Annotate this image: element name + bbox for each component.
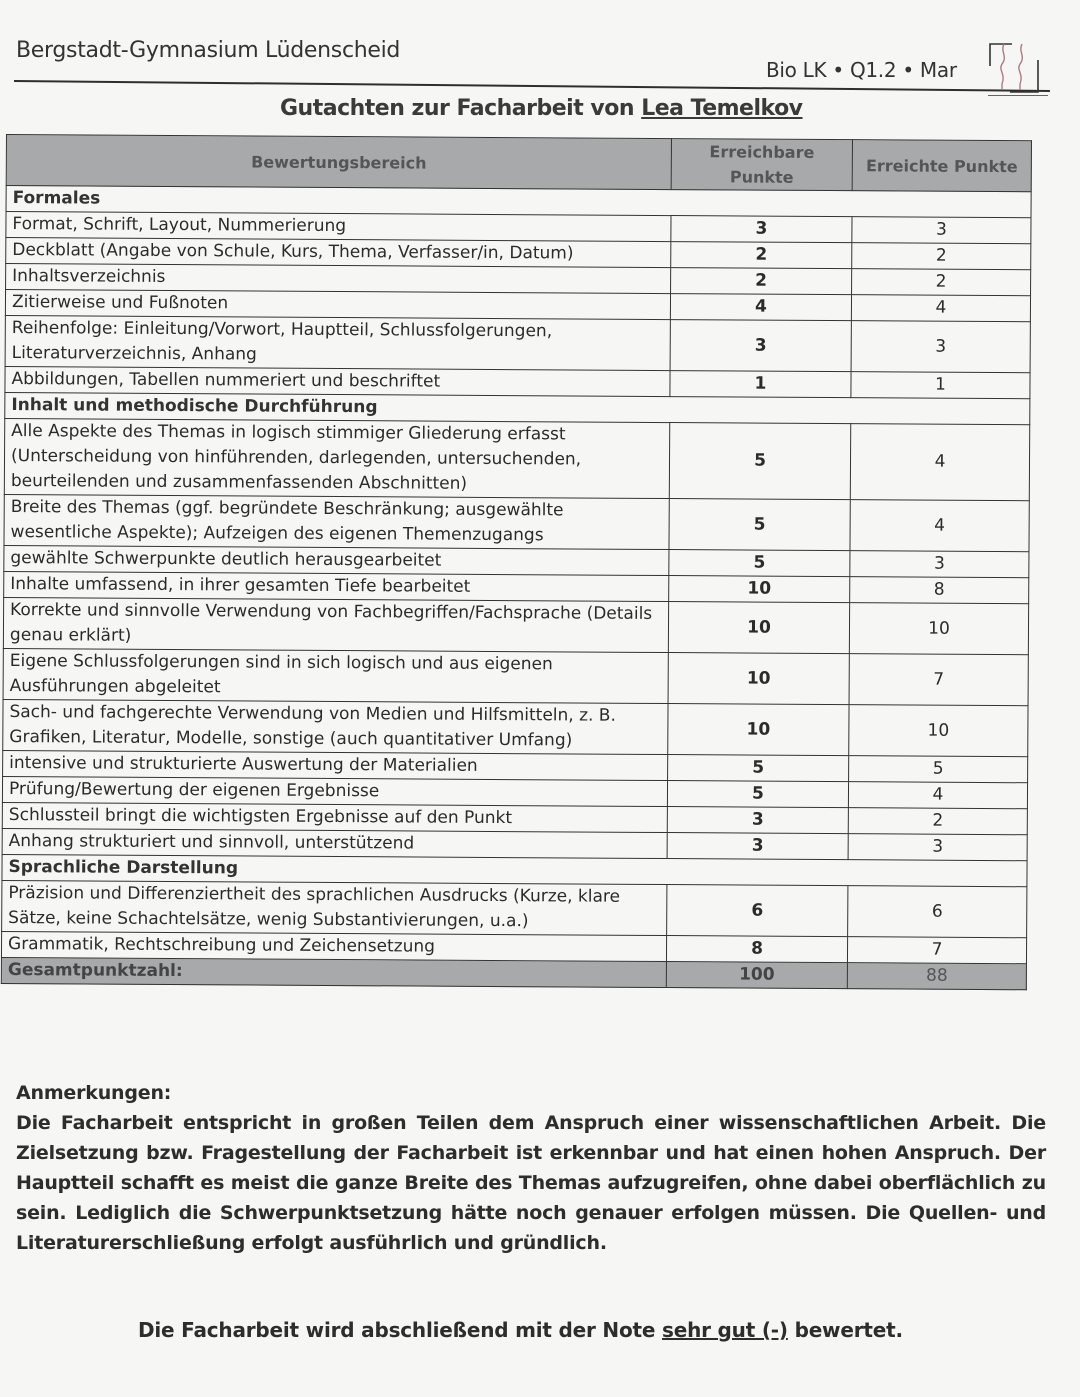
criterion: Format, Schrift, Layout, Nummerierung [6, 212, 671, 242]
max-points: 5 [669, 499, 850, 551]
achieved-points: 3 [851, 321, 1030, 373]
verdict-suffix: bewertet. [794, 1318, 903, 1342]
max-points: 1 [670, 371, 851, 398]
achieved-points: 8 [850, 577, 1029, 604]
criterion: Grammatik, Rechtschreibung und Zeichensetzung [1, 931, 666, 961]
criterion: Schlussteil bringt die wichtigsten Ergebnisse auf den Punkt [2, 802, 667, 832]
max-points: 3 [667, 833, 848, 860]
achieved-points: 6 [848, 886, 1027, 938]
criterion: Anhang strukturiert und sinnvoll, unterstützend [2, 828, 667, 858]
table-row [4, 494, 1029, 551]
total-achieved: 88 [847, 963, 1026, 990]
criterion: Breite des Themas (ggf. begründete Beschränkung; ausgewählte wesentliche Aspekte); Aufzeigen des eigenen Themenzugangs [4, 494, 669, 549]
max-points: 10 [668, 602, 849, 654]
achieved-points: 4 [850, 424, 1029, 501]
school-logo-icon [988, 40, 1048, 96]
course-info: Bio LK • Q1.2 • Mar [766, 58, 957, 82]
max-points: 5 [668, 755, 849, 782]
achieved-points: 2 [852, 269, 1031, 296]
max-points: 3 [670, 320, 851, 372]
achieved-points: 10 [849, 603, 1028, 655]
criterion: Deckblatt (Angabe von Schule, Kurs, Thema, Verfasser/in, Datum) [6, 238, 671, 268]
max-points: 10 [668, 704, 849, 756]
page-title [280, 96, 803, 121]
criterion: Prüfung/Bewertung der eigenen Ergebnisse [2, 776, 667, 806]
criterion: Sach- und fachgerechte Verwendung von Medien und Hilfsmitteln, z. B. Grafiken, Literatur, Modelle, sonstige (auch quantitativer Umfang) [3, 699, 668, 754]
achieved-points: 7 [849, 654, 1028, 706]
criterion: Inhaltsverzeichnis [6, 264, 671, 294]
max-points: 3 [667, 807, 848, 834]
header-criterion: Bewertungsbereich [6, 135, 671, 190]
total-max: 100 [666, 962, 847, 989]
section-sprache: Sprachliche Darstellung [2, 854, 1027, 886]
max-points: 4 [670, 294, 851, 321]
remarks-heading: Anmerkungen: [16, 1082, 172, 1104]
criterion: gewählte Schwerpunkte deutlich herausgearbeitet [4, 545, 669, 575]
achieved-points: 2 [848, 808, 1027, 835]
total-row [1, 957, 1026, 989]
max-points: 5 [669, 423, 850, 500]
remarks-text: Die Facharbeit entspricht in großen Teilen dem Anspruch einer wissenschaftlichen Arbeit. Die Zielsetzung bzw. Fragestellung der Facharbeit ist erkennbar und hat einen hohen Anspruch. Der Hauptteil schafft es meist die ganze Breite des Themas aufzugreifen, ohne dabei oberflächlich zu sein. Lediglich die Schwerpunktsetzung hätte noch genauer erfolgen müssen. Die Quellen- und Literaturerschließung erfolgt ausführlich und gründlich. [16, 1112, 1046, 1254]
achieved-points: 3 [850, 551, 1029, 578]
achieved-points: 7 [847, 937, 1026, 964]
section-inhalt: Inhalt und methodische Durchführung [5, 392, 1030, 424]
school-name: Bergstadt-Gymnasium Lüdenscheid [16, 38, 401, 63]
table-row [2, 880, 1027, 937]
achieved-points: 4 [850, 500, 1029, 552]
table-row [5, 315, 1030, 372]
student-name: Lea Temelkov [641, 96, 803, 121]
max-points: 10 [669, 576, 850, 603]
max-points: 2 [671, 242, 852, 269]
criterion: Reihenfolge: Einleitung/Vorwort, Hauptteil, Schlussfolgerungen, Literaturverzeichnis, Anhang [5, 315, 670, 370]
max-points: 8 [666, 936, 847, 963]
table-row [3, 699, 1028, 756]
table-header-row [6, 135, 1031, 192]
criterion: Präzision und Differenziertheit des sprachlichen Ausdrucks (Kurze, klare Sätze, keine Schachtelsätze, wenig Substantivierungen, u.a.) [2, 880, 667, 935]
criterion: Alle Aspekte des Themas in logisch stimmiger Gliederung erfasst (Unterscheidung von hinführenden, darlegenden, untersuchenden, beurteilenden und zusammenfassenden Abschnitten) [4, 418, 669, 498]
achieved-points: 5 [849, 756, 1028, 783]
criterion: intensive und strukturierte Auswertung der Materialien [3, 750, 668, 780]
max-points: 2 [671, 268, 852, 295]
max-points: 3 [671, 216, 852, 243]
section-formales: Formales [6, 186, 1031, 218]
table-row [3, 648, 1028, 705]
achieved-points: 3 [848, 834, 1027, 861]
criterion: Zitierweise und Fußnoten [5, 290, 670, 320]
title-prefix: Gutachten zur Facharbeit von [280, 96, 635, 121]
table-row [4, 418, 1029, 500]
criterion: Eigene Schlussfolgerungen sind in sich logisch und aus eigenen Ausführungen abgeleitet [3, 648, 668, 703]
grading-table [1, 134, 1032, 990]
max-points: 5 [669, 550, 850, 577]
max-points: 5 [667, 781, 848, 808]
header-achieved-points: Erreichte Punkte [852, 140, 1031, 192]
achieved-points: 3 [852, 217, 1031, 244]
total-label: Gesamtpunktzahl: [1, 957, 666, 987]
verdict-prefix: Die Facharbeit wird abschließend mit der Note [138, 1318, 656, 1342]
remarks-section [16, 1078, 1046, 1258]
header-max-points: Erreichbare Punkte [671, 139, 852, 191]
criterion: Abbildungen, Tabellen nummeriert und beschriftet [5, 366, 670, 396]
final-verdict [138, 1318, 903, 1342]
achieved-points: 2 [852, 243, 1031, 270]
achieved-points: 4 [848, 782, 1027, 809]
achieved-points: 10 [849, 705, 1028, 757]
achieved-points: 4 [851, 295, 1030, 322]
achieved-points: 1 [851, 372, 1030, 399]
max-points: 10 [668, 653, 849, 705]
criterion: Inhalte umfassend, in ihrer gesamten Tiefe bearbeitet [4, 571, 669, 601]
final-grade: sehr gut (-) [662, 1318, 788, 1342]
criterion: Korrekte und sinnvolle Verwendung von Fachbegriffen/Fachsprache (Details genau erklärt) [3, 597, 668, 652]
table-row [3, 597, 1028, 654]
max-points: 6 [667, 885, 848, 937]
